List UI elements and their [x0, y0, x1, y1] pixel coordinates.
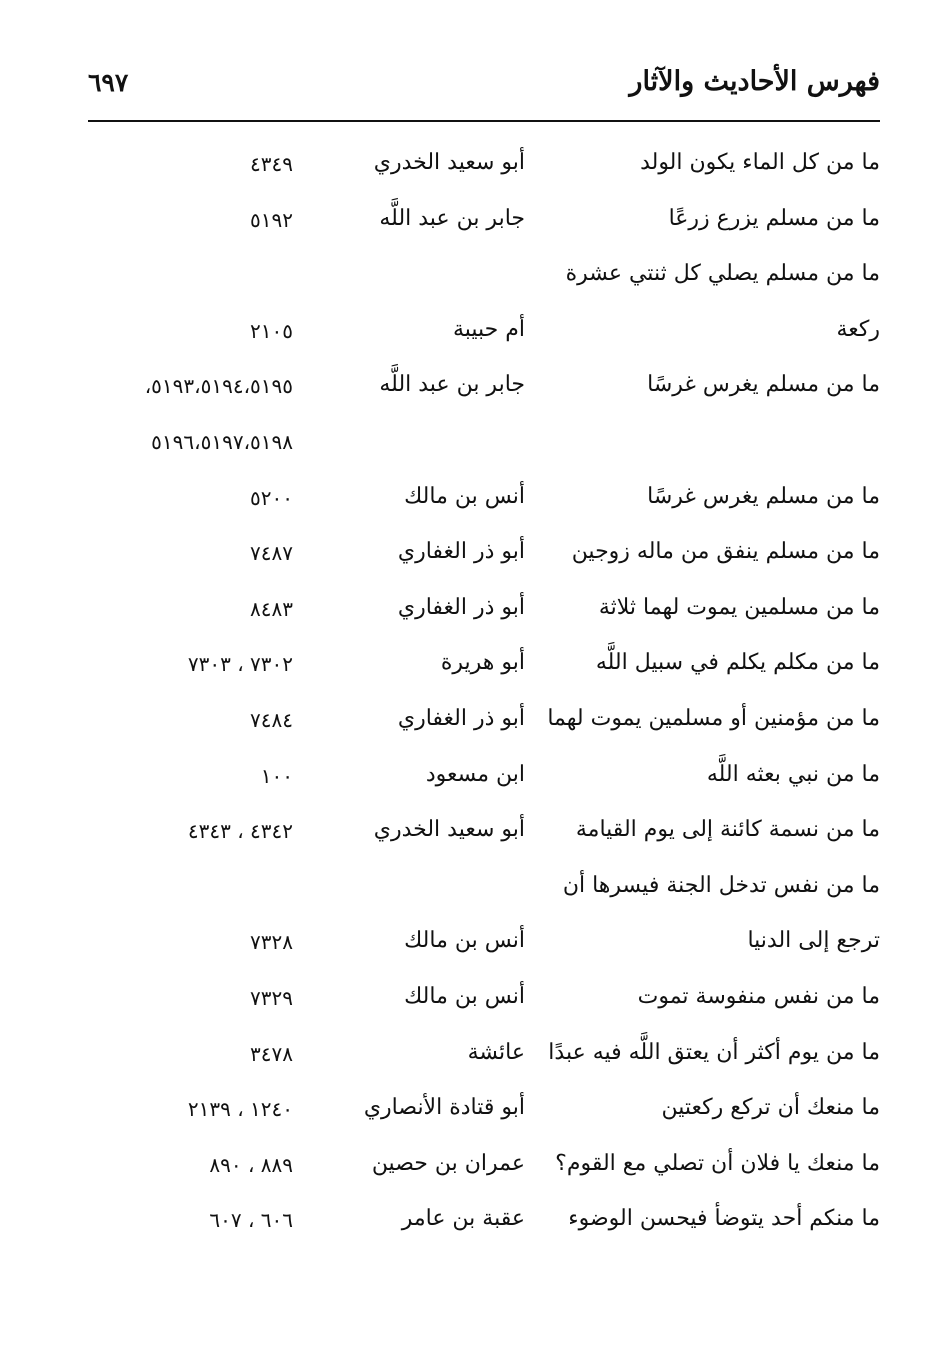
hadith-numbers: ٤٣٤٢ ، ٤٣٤٣	[187, 819, 293, 844]
narrator-name: جابر بن عبد اللَّه	[379, 205, 525, 231]
index-row	[88, 696, 880, 752]
index-row	[88, 1141, 880, 1197]
hadith-text: ما منعك أن تركع ركعتين	[661, 1095, 880, 1121]
narrator-name: أبو هريرة	[440, 650, 525, 676]
narrator-name: أبو سعيد الخدري	[373, 150, 525, 175]
hadith-numbers: ٥١٩٢	[250, 207, 293, 232]
narrator-name: ابن مسعود	[425, 761, 525, 787]
page-title: فهرس الأحاديث والآثار	[629, 66, 880, 97]
hadith-numbers: ٨٤٨٣	[250, 596, 293, 621]
hadith-numbers: ٧٣٠٢ ، ٧٣٠٣	[187, 652, 293, 677]
index-row	[88, 196, 880, 252]
hadith-numbers: ٥١٩٦،٥١٩٧،٥١٩٨	[151, 429, 293, 454]
hadith-numbers: ٧٣٢٩	[250, 985, 293, 1010]
hadith-numbers: ٦٠٦ ، ٦٠٧	[209, 1208, 293, 1233]
index-row	[88, 307, 880, 363]
index-row	[88, 752, 880, 808]
hadith-numbers: ٨٨٩ ، ٨٩٠	[209, 1152, 293, 1177]
hadith-text: ما من كل الماء يكون الولد	[640, 150, 880, 175]
hadith-numbers: ٤٣٤٩	[250, 152, 293, 176]
narrator-name: أبو ذر الغفاري	[397, 705, 525, 731]
hadith-text: ما من مسلم يزرع زرعًا	[668, 205, 880, 231]
index-row	[88, 251, 880, 307]
hadith-numbers: ٥١٩٣،٥١٩٤،٥١٩٥،	[144, 374, 293, 399]
narrator-name: أبو قتادة الأنصاري	[363, 1095, 525, 1121]
hadith-text: ما من نفس تدخل الجنة فيسرها أن	[562, 872, 880, 898]
hadith-numbers: ٣٤٧٨	[250, 1041, 293, 1066]
hadith-text: ما من نسمة كائنة إلى يوم القيامة	[575, 817, 880, 843]
index-row	[88, 140, 880, 196]
index-row	[88, 529, 880, 585]
hadith-text: ما منكم أحد يتوضأ فيحسن الوضوء	[568, 1206, 880, 1232]
hadith-numbers: ٧٣٢٨	[250, 930, 293, 955]
narrator-name: أنس بن مالك	[404, 928, 525, 954]
narrator-name: أم حبيبة	[452, 316, 525, 342]
hadith-index-list	[88, 140, 880, 1252]
hadith-text: ركعة	[836, 316, 880, 342]
narrator-name: أنس بن مالك	[404, 983, 525, 1009]
narrator-name: أبو ذر الغفاري	[397, 594, 525, 620]
index-row	[88, 362, 880, 418]
hadith-text: ما من يوم أكثر أن يعتق اللَّه فيه عبدًا	[548, 1039, 880, 1065]
narrator-name: أنس بن مالك	[404, 483, 525, 509]
hadith-text: ما من مؤمنين أو مسلمين يموت لهما	[547, 705, 880, 731]
index-row	[88, 863, 880, 919]
hadith-text: ما منعك يا فلان أن تصلي مع القوم؟	[555, 1150, 880, 1176]
hadith-numbers: ٢١٠٥	[250, 318, 293, 343]
hadith-text: ما من مسلم ينفق من ماله زوجين	[571, 539, 880, 565]
index-row	[88, 1030, 880, 1086]
hadith-numbers: ٧٤٨٤	[250, 707, 293, 732]
hadith-text: ما من مكلم يكلم في سبيل اللَّه	[595, 650, 880, 676]
hadith-text: ما من مسلمين يموت لهما ثلاثة	[598, 594, 880, 620]
hadith-text: ما من مسلم يصلي كل ثنتي عشرة	[565, 261, 880, 287]
page-header	[88, 62, 880, 108]
index-row	[88, 474, 880, 530]
narrator-name: عمران بن حصين	[371, 1150, 525, 1176]
hadith-text: ما من مسلم يغرس غرسًا	[647, 372, 880, 398]
hadith-numbers: ٥٢٠٠	[250, 485, 293, 510]
narrator-name: عقبة بن عامر	[401, 1206, 525, 1232]
hadith-text: ما من نفس منفوسة تموت	[637, 983, 880, 1009]
narrator-name: جابر بن عبد اللَّه	[379, 372, 525, 398]
hadith-numbers: ١٢٤٠ ، ٢١٣٩	[187, 1097, 293, 1122]
index-row	[88, 640, 880, 696]
narrator-name: أبو سعيد الخدري	[373, 817, 525, 843]
index-row	[88, 1196, 880, 1252]
hadith-text: ما من مسلم يغرس غرسًا	[647, 483, 880, 509]
index-row	[88, 974, 880, 1030]
header-divider	[88, 120, 880, 122]
hadith-text: ما من نبي بعثه اللَّه	[706, 761, 880, 787]
index-row	[88, 807, 880, 863]
narrator-name: أبو ذر الغفاري	[397, 539, 525, 565]
page-number: ٦٩٧	[88, 68, 129, 97]
index-row	[88, 585, 880, 641]
narrator-name: عائشة	[467, 1039, 525, 1065]
index-row	[88, 418, 880, 474]
index-row	[88, 918, 880, 974]
hadith-numbers: ٧٤٨٧	[250, 541, 293, 566]
hadith-numbers: ١٠٠	[260, 763, 293, 788]
hadith-text: ترجع إلى الدنيا	[747, 928, 880, 954]
index-row	[88, 1085, 880, 1141]
